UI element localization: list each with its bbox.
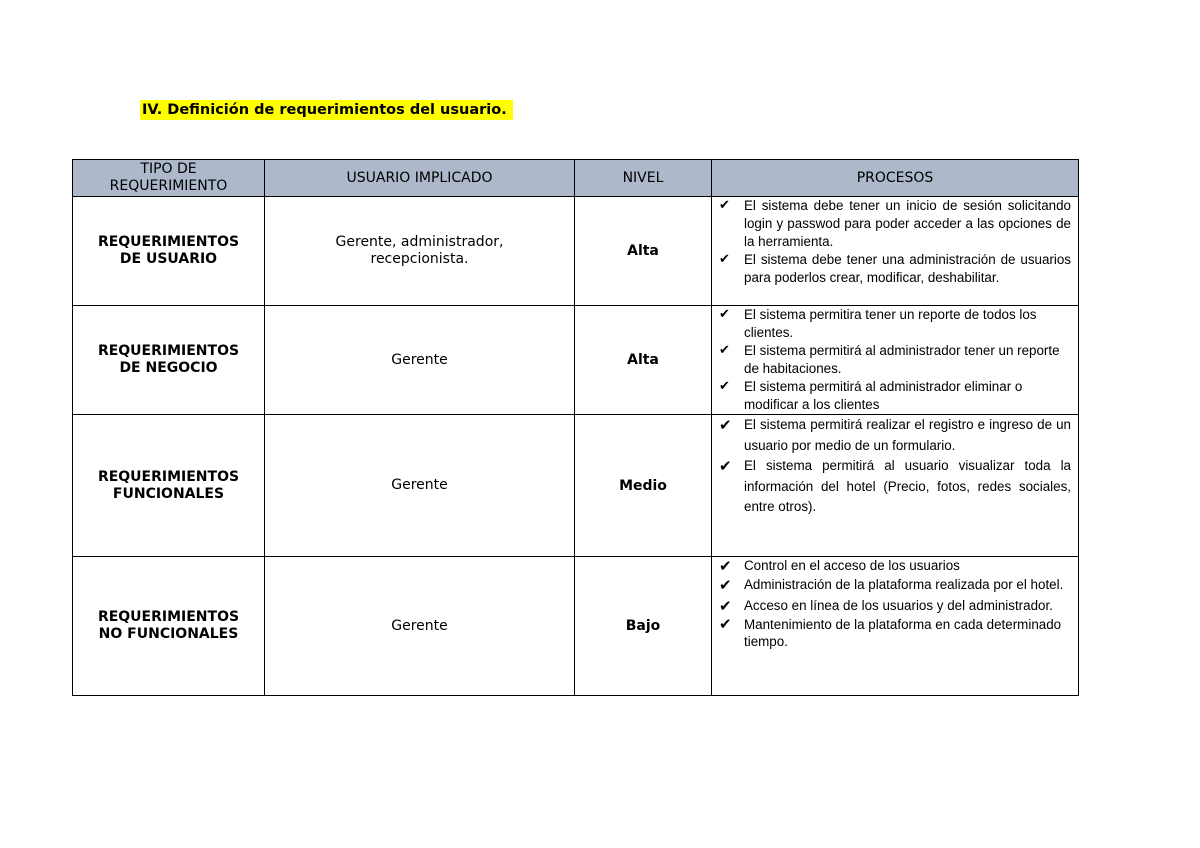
checkmark-icon: ✔ xyxy=(719,615,732,633)
header-tipo: TIPO DE REQUERIMIENTO xyxy=(73,160,265,197)
list-item: ✔ El sistema permitirá al usuario visualizar toda la información del hotel (Precio, fotos, redes sociales, entre otros). xyxy=(719,457,1071,514)
procesos-list xyxy=(712,197,1078,287)
table-row xyxy=(73,557,1079,696)
list-item: ✔ El sistema debe tener una administración de usuarios para poderlos crear, modificar, deshabilitar. xyxy=(719,252,1071,285)
checkmark-icon: ✔ xyxy=(719,252,730,267)
checkmark-icon: ✔ xyxy=(719,596,732,615)
table-header-row xyxy=(73,160,1079,197)
requirements-table xyxy=(72,159,1079,696)
list-item: ✔ Mantenimiento de la plataforma en cada determinado tiempo. xyxy=(719,615,1062,649)
procesos-list xyxy=(712,306,1078,414)
checkmark-icon: ✔ xyxy=(719,557,732,575)
checkmark-icon: ✔ xyxy=(719,576,732,594)
usuario-cell: Gerente xyxy=(265,306,575,415)
usuario-cell: Gerente xyxy=(265,557,575,696)
procesos-cell xyxy=(712,197,1079,306)
list-item: ✔ El sistema permitira tener un reporte de todos los clientes. xyxy=(719,307,1037,340)
list-item: ✔ Administración de la plataforma realizada por el hotel. xyxy=(719,576,1064,594)
nivel-cell: Alta xyxy=(575,306,712,415)
list-item: ✔ El sistema debe tener un inicio de sesión solicitando login y passwod para poder acceder a las opciones de la herramienta. xyxy=(719,198,1071,249)
checkmark-icon: ✔ xyxy=(719,379,730,394)
procesos-list xyxy=(712,557,1078,650)
procesos-cell xyxy=(712,306,1079,415)
nivel-cell: Medio xyxy=(575,415,712,557)
tipo-cell: REQUERIMIENTOS FUNCIONALES xyxy=(73,415,265,557)
list-item: ✔ El sistema permitirá realizar el registro e ingreso de un usuario por medio de un formulario. xyxy=(719,416,1071,453)
checkmark-icon: ✔ xyxy=(719,198,730,213)
header-procesos: PROCESOS xyxy=(712,160,1079,197)
list-item: ✔ Control en el acceso de los usuarios xyxy=(719,557,960,575)
header-usuario: USUARIO IMPLICADO xyxy=(265,160,575,197)
nivel-cell: Alta xyxy=(575,197,712,306)
checkmark-icon: ✔ xyxy=(719,343,730,358)
table-row xyxy=(73,306,1079,415)
checkmark-icon: ✔ xyxy=(719,457,732,475)
usuario-cell: Gerente, administrador, recepcionista. xyxy=(265,197,575,306)
nivel-cell: Bajo xyxy=(575,557,712,696)
list-item: ✔ Acceso en línea de los usuarios y del administrador. xyxy=(719,596,1053,615)
checkmark-icon: ✔ xyxy=(719,307,730,322)
section-heading: IV. Definición de requerimientos del usuario. xyxy=(140,100,513,120)
list-item: ✔ El sistema permitirá al administrador tener un reporte de habitaciones. xyxy=(719,343,1060,376)
table-row xyxy=(73,415,1079,557)
header-nivel: NIVEL xyxy=(575,160,712,197)
checkmark-icon: ✔ xyxy=(719,416,732,434)
table-row xyxy=(73,197,1079,306)
tipo-cell: REQUERIMIENTOS DE USUARIO xyxy=(73,197,265,306)
tipo-cell: REQUERIMIENTOS DE NEGOCIO xyxy=(73,306,265,415)
list-item: ✔ El sistema permitirá al administrador eliminar o modificar a los clientes xyxy=(719,379,1023,412)
tipo-cell: REQUERIMIENTOS NO FUNCIONALES xyxy=(73,557,265,696)
procesos-cell xyxy=(712,557,1079,696)
procesos-list xyxy=(712,415,1078,518)
procesos-cell xyxy=(712,415,1079,557)
usuario-cell: Gerente xyxy=(265,415,575,557)
